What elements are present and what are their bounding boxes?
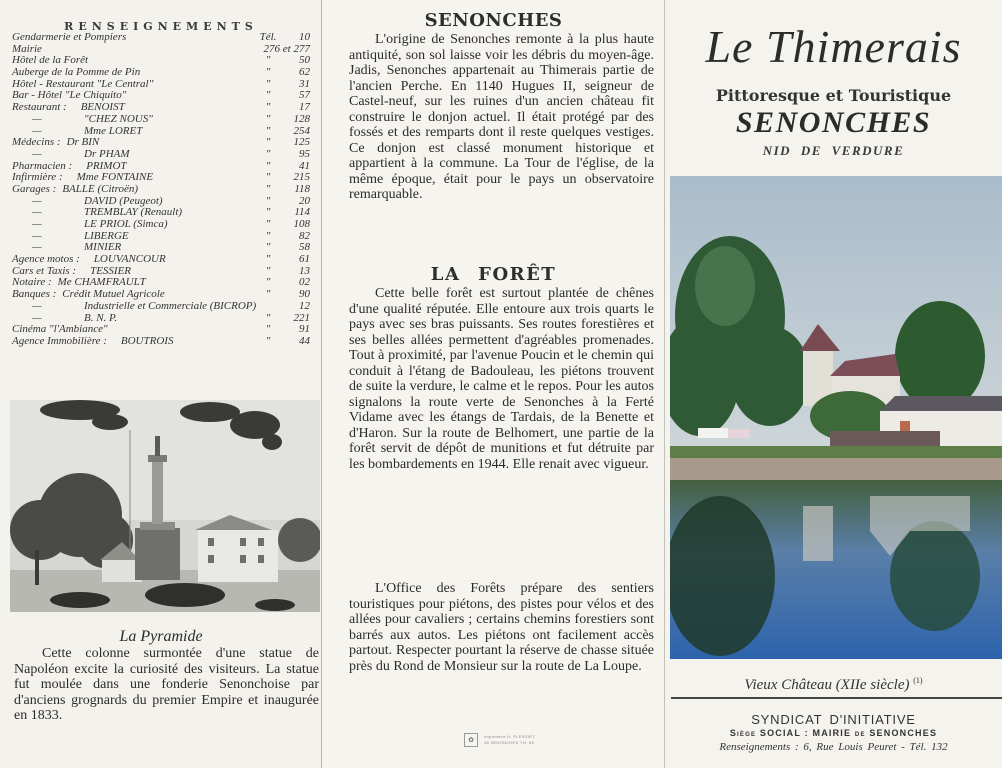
syndicat-info: Renseignements : 6, Rue Louis Peuret - Tél. 132: [719, 741, 948, 753]
entry-phone: 276 et 277: [263, 42, 310, 55]
entry-name: "CHEZ NOUS": [84, 113, 153, 125]
entry-phone: 108: [293, 218, 310, 230]
entry-ditto: ": [265, 323, 271, 336]
directory-entry: [12, 219, 310, 231]
entry-phone: 118: [294, 182, 310, 195]
entry-name: B. N. P.: [84, 312, 118, 324]
entry-ditto: ": [265, 229, 271, 242]
entry-label: —: [32, 311, 42, 324]
entry-name: PRIMOT: [86, 160, 127, 172]
entry-name: LOUVANCOUR: [93, 254, 166, 266]
panel-renseignements: [0, 0, 322, 768]
heading-senonches: SENONCHES: [424, 10, 563, 31]
entry-ditto: ": [265, 194, 271, 207]
entry-phone: 17: [299, 101, 310, 114]
chateau-caption-note: (1): [913, 676, 923, 685]
entry-name: BENOIST: [80, 102, 125, 114]
panel-history: [322, 0, 665, 768]
entry-ditto: ": [265, 66, 271, 79]
entry-name: TREMBLAY (Renault): [84, 207, 183, 219]
directory-entry: [12, 254, 310, 266]
entry-phone: 82: [299, 229, 310, 242]
entry-ditto: ": [265, 159, 271, 172]
entry-phone: 31: [299, 77, 310, 90]
entry-phone: 44: [299, 334, 310, 347]
entry-name: BALLÉ (Citroën): [62, 183, 138, 195]
syndicat-seat: Siège SOCIAL : MAIRIE de SENONCHES: [729, 728, 938, 738]
entry-phone: 50: [299, 54, 310, 67]
entry-ditto: ": [265, 241, 271, 254]
chateau-photo-image: [670, 176, 1002, 659]
entry-ditto: [256, 301, 280, 313]
entry-ditto: ": [265, 264, 271, 277]
entry-label: Gendarmerie et Pompiers: [12, 31, 127, 43]
entry-ditto: ": [265, 112, 271, 125]
entry-phone: 58: [299, 241, 310, 254]
entry-name: Mme FONTAINE: [76, 172, 154, 184]
entry-ditto: ": [265, 147, 271, 160]
entry-phone: 57: [299, 89, 310, 102]
entry-label: Agence Immobilière :: [12, 334, 107, 347]
chateau-caption: [665, 676, 1002, 694]
entry-ditto: ": [265, 206, 271, 219]
entry-label: Auberge de la Pomme de Pin: [12, 66, 141, 79]
entry-phone: 215: [293, 171, 310, 184]
entry-label: Cars et Taxis :: [12, 264, 77, 277]
entry-label: Notaire :: [12, 276, 52, 289]
entry-ditto: ": [265, 54, 271, 67]
entry-phone: 02: [299, 276, 310, 289]
entry-label: Mairie: [12, 42, 42, 55]
heading-foret: LA FORÊT: [430, 264, 557, 285]
entry-label: Hôtel - Restaurant "Le Central'': [12, 77, 154, 90]
entry-ditto: [226, 44, 250, 56]
entry-name: BOUTROIS: [120, 335, 174, 347]
cover-town: SENONCHES: [735, 106, 932, 139]
entry-label: —: [32, 124, 42, 137]
entry-label: —: [32, 112, 42, 125]
entry-phone: 62: [299, 66, 310, 79]
entry-label: —: [32, 299, 42, 312]
entry-ditto: ": [265, 77, 271, 90]
entry-phone: 20: [299, 194, 310, 207]
entry-ditto: ": [265, 182, 271, 195]
entry-ditto: ": [265, 288, 271, 301]
printer-imprint: [464, 733, 535, 747]
entry-name: Dr PHAM: [84, 148, 130, 160]
entry-phone: 13: [299, 264, 310, 277]
pyramide-description: Cette colonne surmontée d'une statue de Napoléon excite la curiosité des visiteurs. La statue fut moulée dans une fonderie Senonchoise par d'anciens grognards du premier Empire et inaugurée en 1833.: [14, 646, 319, 723]
entry-ditto: ": [265, 136, 271, 149]
entry-label: —: [32, 229, 42, 242]
directory-entry: [12, 184, 310, 196]
chateau-caption-text: Vieux Château (XIIe siècle): [744, 677, 910, 693]
printer-logo-icon: ✿: [464, 733, 478, 747]
entry-name: LE PRIOL (Simca): [84, 219, 168, 230]
entry-phone: 254: [293, 124, 310, 137]
entry-name: MINIER: [84, 242, 122, 254]
entry-name: Mme LORET: [84, 125, 143, 137]
cover-title: Le Thimerais: [705, 21, 962, 72]
entry-label: Pharmacien :: [12, 159, 73, 172]
entry-name: Crédit Mutuel Agricole: [62, 289, 165, 301]
entry-label: —: [32, 218, 42, 230]
directory-list: [12, 32, 310, 348]
entry-name: Dr BIN: [66, 137, 100, 149]
entry-phone: 114: [294, 206, 310, 219]
entry-label: —: [32, 194, 42, 207]
directory-entry: [12, 301, 310, 313]
senonches-history-text: L'origine de Senonches remonte à la plus haute antiquité, son sol laisse voir les débris du moyen-âge. Jadis, Senonches appartenait au Thimerais partie de l'ancien Perche. En 1140 Hugues II, seigneur de Castel-neuf, sur les ruines d'un ancien château fit construire le donjon actuel. Il était protégé par des fossés et des remparts dont il reste quelques vestiges. Ce donjon est classé monument historique et appartient à la commune. La Tour de l'église, de la même époque, était pour le pays un observatoire remarquable.: [349, 32, 654, 202]
imprint-line-1: Imprimerie H. PLESSIET: [484, 734, 535, 739]
cover-subtitle: Pittoresque et Touristique: [715, 86, 952, 105]
entry-ditto: ": [265, 276, 271, 289]
entry-label: Médecins :: [12, 136, 61, 149]
entry-ditto: ": [265, 124, 271, 137]
office-forets-text: L'Office des Forêts prépare des sentiers touristiques pour piétons, des pistes pour vélos et des allées pour cavaliers ; certains chemins forestiers sont barrés aux autos. Les piétons ont facilement accès partout. Respecter pourtant la réserve de chasse située près du Rond de Monsieur sur la route de La Loupe.: [349, 581, 654, 674]
entry-ditto: Tél.: [259, 31, 277, 43]
entry-phone: 125: [293, 136, 310, 149]
entry-name: Industrielle et Commerciale (BICROP): [84, 300, 256, 312]
entry-ditto: ": [265, 171, 271, 184]
entry-label: —: [32, 241, 42, 254]
entry-label: —: [32, 206, 42, 219]
entry-phone: 41: [299, 159, 310, 172]
entry-ditto: ": [265, 101, 271, 114]
entry-phone: 221: [293, 311, 310, 324]
entry-label: Hôtel de la Forêt: [12, 54, 89, 67]
entry-phone: 128: [293, 112, 310, 125]
entry-label: Banques :: [12, 288, 57, 301]
entry-phone: 91: [299, 323, 310, 336]
entry-ditto: ": [265, 334, 271, 347]
pyramide-photo-image: [10, 400, 320, 612]
entry-ditto: ": [265, 218, 271, 230]
entry-label: Cinéma "l'Ambiance": [12, 323, 108, 336]
entry-label: Infirmière :: [12, 171, 63, 184]
entry-phone: 12: [299, 299, 310, 312]
directory-entry: [12, 32, 310, 44]
entry-phone: 90: [299, 288, 310, 301]
directory-entry: [12, 114, 310, 126]
entry-phone: 61: [299, 253, 310, 266]
divider-rule: [671, 697, 1002, 699]
panel-cover: [665, 0, 1002, 768]
entry-ditto: ": [265, 253, 271, 266]
entry-label: Restaurant :: [12, 101, 67, 114]
directory-entry: [12, 336, 310, 348]
entry-name: DAVID (Peugeot): [84, 195, 163, 207]
pyramide-photo: [10, 400, 320, 612]
syndicat-title: SYNDICAT D'INITIATIVE: [751, 712, 916, 727]
chateau-photo: [670, 176, 1002, 659]
entry-name: LIBERGE: [84, 230, 129, 242]
directory-entry: [12, 67, 310, 79]
directory-entry: [12, 149, 310, 161]
renseignements-title: RENSEIGNEMENTS: [64, 20, 258, 33]
entry-phone: 95: [299, 147, 310, 160]
entry-name: Me CHAMFRAULT: [57, 277, 146, 289]
directory-entry: [12, 289, 310, 301]
entry-ditto: ": [265, 89, 271, 102]
imprint-line-2: 28 SENONCHES Tél. 65: [484, 740, 535, 745]
entry-phone: 10: [299, 31, 310, 43]
entry-label: Garages :: [12, 182, 57, 195]
pyramide-caption: La Pyramide: [119, 628, 203, 645]
entry-name: TESSIER: [90, 265, 132, 277]
entry-label: Bar - Hôtel "Le Chiquito": [12, 89, 127, 102]
entry-label: Agence motos :: [12, 253, 80, 266]
cover-tagline: NID DE VERDURE: [762, 143, 905, 158]
entry-ditto: ": [265, 311, 271, 324]
foret-text: Cette belle forêt est surtout plantée de chênes d'une qualité réputée. Elle entoure aux trois quarts le pays avec ses bras puissants. Ses routes forestières et ses belles allées permettent d'agréables promenades. Tout à proximité, par l'avenue Poucin et le chemin qui conduit à l'étang de Badouleau, les piétons trouvent de suite la verdure, le calme et le repos. Pour les autos signalons la route verte de Senonches à la Ferté Vidame avec les étangs de Tardais, de la Benette et d'Haron. Sur la route de Belhomert, une partie de la forêt servit de dépôt de munitions et fut détruite par les bombardements en 1944. Elle renait avec vigueur.: [349, 286, 654, 472]
entry-label: —: [32, 147, 42, 160]
